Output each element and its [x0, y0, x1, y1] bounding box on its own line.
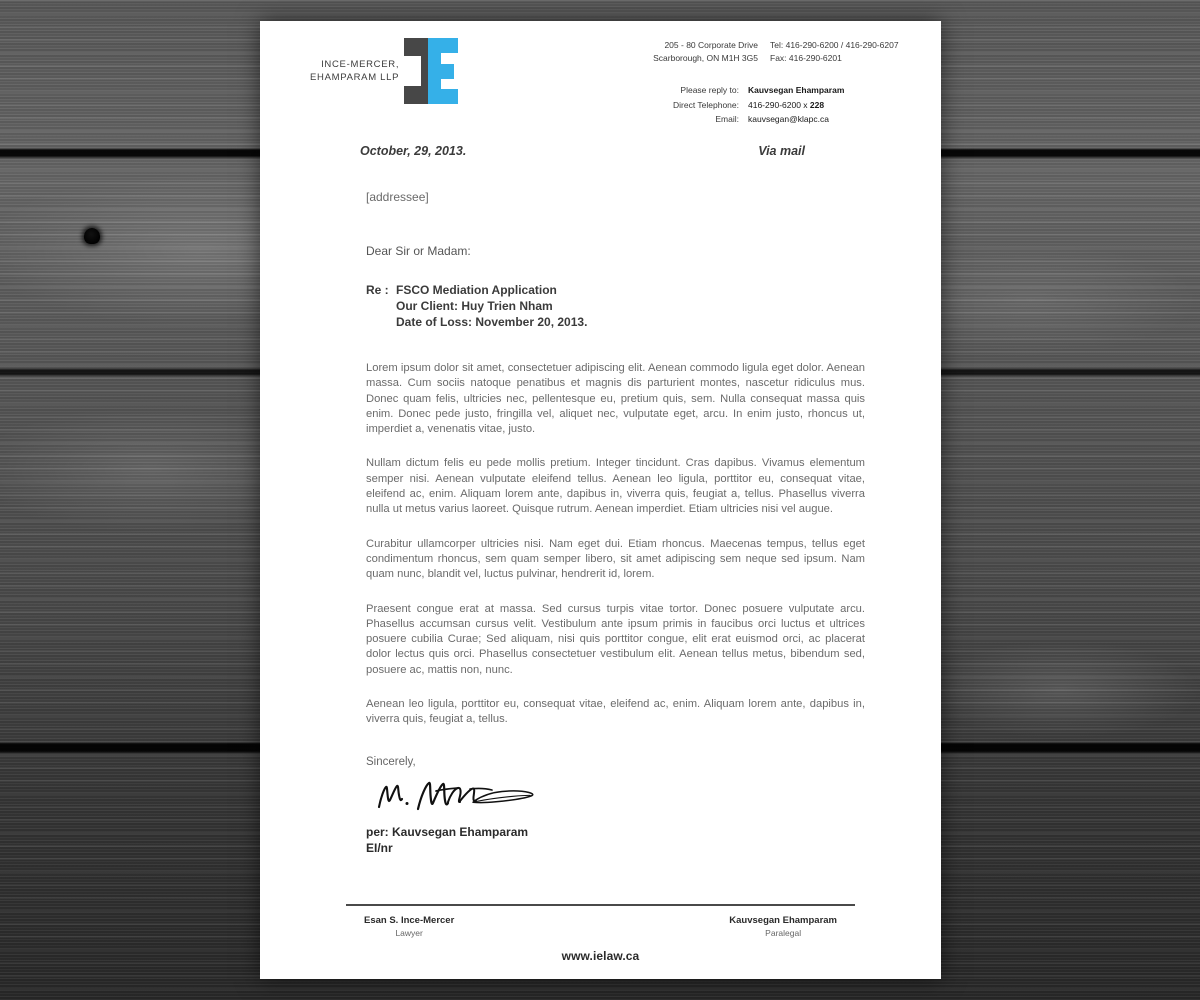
body-paragraph: Nullam dictum felis eu pede mollis pretium. Integer tincidunt. Cras dapibus. Vivamus elementum semper nisi. Aenean vulputate eleifend tellus. Aenean leo ligula, porttitor eu, consequat vitae, eleifend ac, enim. Aliquam lorem ante, dapibus in, viverra quis, feugiat a, tellus. Phasellus viverra nulla ut metus varius laoreet. Quisque rutrum. Aenean imperdiet. Etiam ultricies nisi vel augue.	[366, 457, 865, 516]
page-footer	[260, 904, 941, 963]
addressee-placeholder: [addressee]	[366, 190, 429, 204]
firm-logo	[310, 38, 458, 104]
re-label: Re :	[366, 283, 389, 297]
wood-knot-hole	[84, 228, 100, 244]
footer-person	[729, 914, 837, 940]
letter-date: October, 29, 2013.	[360, 144, 467, 158]
signer-block	[360, 824, 865, 856]
direct-telephone-value	[748, 98, 824, 113]
body-paragraph: Curabitur ullamcorper ultricies nisi. Nam eget dui. Etiam rhoncus. Maecenas tempus, tellus eget condimentum rhoncus, sem quam semper libero, sit amet adipiscing sem neque sed ipsum. Nam quam nunc, blandit vel, luctus pulvinar, hendrerit id, lorem.	[366, 537, 865, 581]
direct-telephone-extension: 228	[809, 99, 825, 110]
footer-people	[346, 914, 855, 940]
email-value[interactable]: kauvsegan@klapc.ca	[748, 114, 829, 124]
reply-to-label: Please reply to:	[680, 85, 739, 95]
address-line-1: 205 - 80 Corporate Drive	[664, 40, 758, 50]
fax-line: Fax: 416-290-6201	[770, 52, 842, 63]
monogram-e-arm-middle	[441, 64, 454, 79]
monogram-i-notch	[404, 56, 421, 86]
re-block	[360, 282, 865, 330]
monogram-e-arm-bottom	[441, 89, 458, 104]
re-line-date-of-loss: Date of Loss: November 20, 2013.	[396, 315, 588, 329]
signoff: Sincerely,	[366, 755, 416, 768]
firm-name	[310, 58, 404, 84]
body-paragraph: Praesent congue erat at massa. Sed cursus turpis vitae tortor. Donec posuere vulputate arcu. Phasellus accumsan cursus velit. Vestibulum ante ipsum primis in faucibus orci luctus et ultrices posuere cubilia Curae; Sed aliquam, nisi quis porttitor congue, elit erat euismod orci, ac placerat dolor lectus quis orci. Phasellus consectetuer vestibulum elit. Aenean tellus metus, bibendum sed, posuere ac, mattis non, nunc.	[366, 602, 865, 676]
footer-person	[364, 914, 454, 940]
website-url[interactable]: www.ielaw.ca	[561, 949, 640, 963]
footer-person-role: Paralegal	[765, 928, 802, 938]
salutation: Dear Sir or Madam:	[366, 244, 471, 258]
letter-body	[260, 144, 941, 856]
monogram-e-stem	[428, 38, 441, 104]
direct-telephone-row	[658, 98, 844, 113]
re-line-subject: FSCO Mediation Application	[396, 283, 557, 297]
footer-person-name: Kauvsegan Ehamparam	[729, 915, 837, 926]
office-address	[652, 39, 758, 64]
body-paragraph: Aenean leo ligula, porttitor eu, consequat vitae, eleifend ac, enim. Aliquam lorem ante, dapibus in, viverra quis, feugiat a, tellus.	[366, 698, 865, 726]
letterhead-contact	[652, 39, 899, 64]
dateline	[360, 144, 865, 158]
re-line-client: Our Client: Huy Trien Nham	[396, 299, 553, 313]
address-line-2: Scarborough, ON M1H 3G5	[653, 52, 758, 63]
direct-telephone-label: Direct Telephone:	[673, 99, 739, 110]
body-paragraph: Lorem ipsum dolor sit amet, consectetuer adipiscing elit. Aenean commodo ligula eget dolor. Aenean massa. Cum sociis natoque penatibus et magnis dis parturient montes, nascetur ridiculus mus. Donec quam felis, ultricies nec, pellentesque eu, pretium quis, sem. Nulla consequat massa quis enim. Donec pede justo, fringilla vel, aliquet nec, vulputate eget, arcu. In enim justo, rhoncus ut, imperdiet a, venenatis vitae, justo.	[366, 362, 865, 436]
email-label: Email:	[715, 114, 739, 124]
monogram-e-arm-top	[441, 38, 458, 53]
typist-initials: EI/nr	[366, 840, 393, 855]
re-lines	[396, 282, 587, 330]
ie-monogram-icon	[404, 38, 458, 104]
reply-to-value: Kauvsegan Ehamparam	[748, 85, 845, 95]
footer-person-role: Lawyer	[395, 928, 423, 938]
email-row	[658, 112, 844, 127]
footer-person-name: Esan S. Ince-Mercer	[364, 915, 455, 926]
letter-page	[260, 21, 941, 979]
firm-name-line2: EHAMPARAM LLP	[310, 72, 400, 83]
delivery-method: Via mail	[758, 144, 805, 158]
reply-to-row	[658, 83, 844, 98]
direct-telephone-number: 416-290-6200 x	[748, 99, 810, 110]
signer-name: per: Kauvsegan Ehamparam	[366, 824, 529, 839]
firm-name-line1: INCE-MERCER,	[321, 59, 400, 70]
telephone-line: Tel: 416-290-6200 / 416-290-6207	[770, 40, 899, 50]
footer-divider	[346, 904, 855, 906]
reply-to-block	[658, 83, 844, 127]
office-phone-numbers	[770, 39, 899, 64]
signature-icon	[360, 776, 865, 818]
letterhead	[260, 21, 941, 126]
